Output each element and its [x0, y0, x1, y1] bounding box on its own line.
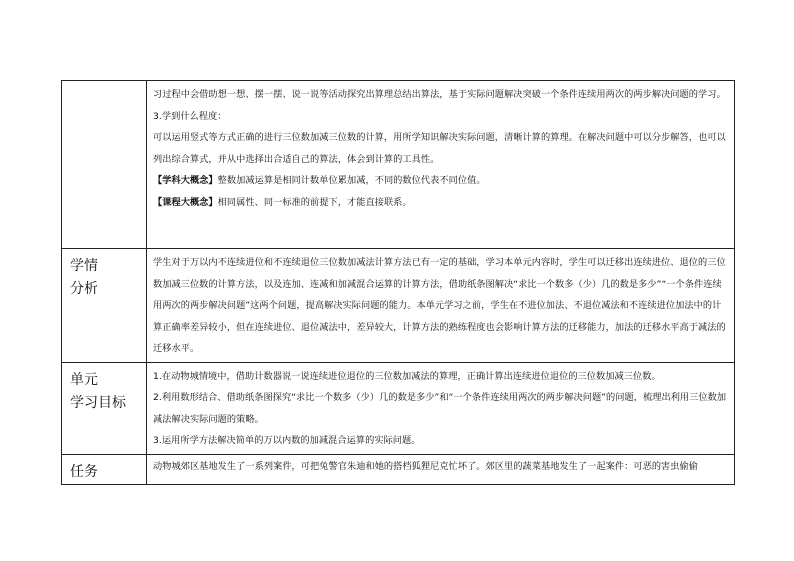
- goal-item-3: 3.运用所学方法解决简单的万以内数的加减混合运算的实际问题。: [153, 435, 421, 446]
- unit-goals-content: [147, 362, 735, 454]
- course-big-concept-label: 【课程大概念】: [153, 196, 218, 208]
- process-heading-degree: 3.学到什么程度：: [153, 110, 227, 122]
- goal-item-2: 2.利用数形结合、借助纸条图探究“求比一个数多（少）几的数是多少”和“一个条件连续用两次的两步解决问题”的问题，梳理出利用三位数加减法解决实际问题的策略。: [153, 392, 727, 425]
- student-analysis-text: 学生对于万以内不连续进位和不连续退位三位数加减法计算方法已有一定的基础，学习本单元内容时，学生可以迁移出连续进位、退位的三位数加减三位数的计算方法，以及连加、连减和加减混合运算的计算方法，借助纸条图解决“求比一个数多（少）几的数是多少”“一个条件连续用两次的两步解决问题”这两个问题，提高解决实际问题的能力。本单元学习之前，学生在不进位加法、不退位减法和不连续进位加法中的计算正确率差异较小，但在连续进位、退位减法中，差异较大，计算方法的熟练程度也会影响计算方法的迁移能力，加法的迁移水平高于减法的迁移水平。: [153, 257, 726, 354]
- task-text: 动物城郊区基地发生了一系列案件，可把兔警官朱迪和她的搭档狐狸尼克忙坏了。郊区里的蔬菜基地发生了一起案件：可恶的害虫偷偷: [153, 460, 699, 472]
- table-row-student-analysis: [62, 249, 735, 363]
- subject-big-concept-label: 【学科大概念】: [153, 175, 218, 186]
- table-row-learning-process: [62, 81, 735, 249]
- label-line-1: 学情: [70, 258, 98, 274]
- label-line-2: 分析: [70, 281, 98, 297]
- lesson-plan-table: [61, 80, 735, 485]
- subject-big-concept-text: 整数加减运算是相同计数单位累加减，不同的数位代表不同位值。: [217, 175, 486, 186]
- label-line-1: 单元: [70, 371, 98, 388]
- label-line-2: 学习目标: [70, 394, 126, 411]
- row-label-task: 任务: [62, 454, 147, 484]
- course-big-concept: [153, 192, 728, 214]
- learning-process-content: [147, 81, 735, 249]
- goal-item-1: 1.在动物城情境中，借助计数器说一说连续进位退位的三位数加减法的算理，正确计算出连续进位退位的三位数加减三位数。: [153, 370, 661, 382]
- course-big-concept-text: 相同属性、同一标准的前提下，才能直接联系。: [217, 196, 412, 208]
- process-paragraph-1: 习过程中会借助想一想、摆一摆、说一说等活动探究出算理总结出算法，基于实际问题解决突破一个条件连续用两次的两步解决问题的学习。: [153, 89, 726, 100]
- table-row-task: [62, 454, 735, 484]
- table-row-unit-goals: [62, 362, 735, 454]
- row-label-student-analysis: [62, 249, 147, 363]
- process-paragraph-2: 可以运用竖式等方式正确的进行三位数加减三位数的计算，用所学知识解决实际问题，清晰计算的算理。在解决问题中可以分步解答，也可以列出综合算式，并从中选择出合适自己的算法，体会到计算的工具性。: [153, 132, 726, 165]
- task-content: [147, 454, 735, 484]
- row-label-empty: [62, 81, 147, 249]
- subject-big-concept: [153, 170, 728, 192]
- student-analysis-content: [147, 249, 735, 363]
- row-label-unit-goals: [62, 362, 147, 454]
